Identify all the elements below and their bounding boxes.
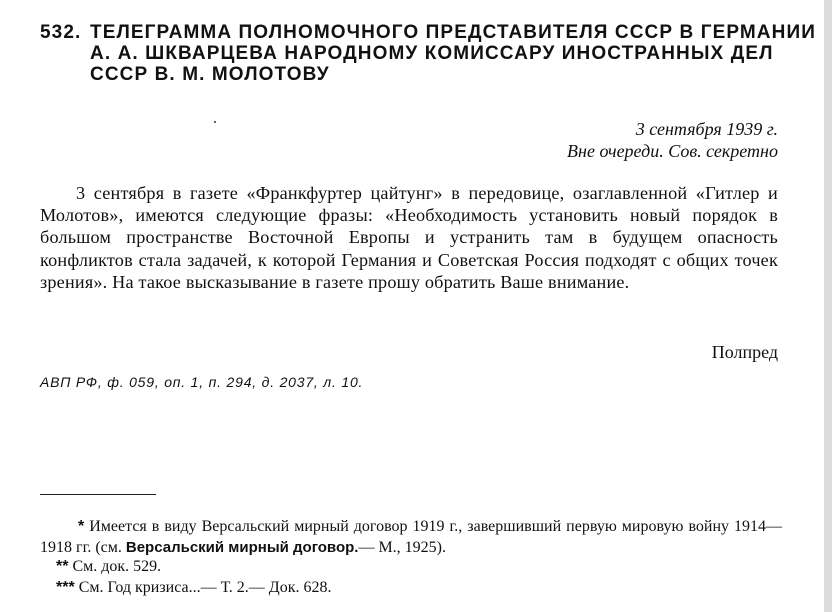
footnote-marker: * xyxy=(78,518,85,535)
document-date: 3 сентября 1939 г. xyxy=(635,119,778,139)
footnote-text-end: — М., 1925). xyxy=(358,539,447,556)
document-title: ТЕЛЕГРАММА ПОЛНОМОЧНОГО ПРЕДСТАВИТЕЛЯ СССР В ГЕРМАНИИ А. А. ШКВАРЦЕВА НАРОДНОМУ КОМИССАРУ ИНОСТРАННЫХ ДЕЛ СССР В. М. МОЛОТОВУ xyxy=(90,22,816,85)
footnote-3 xyxy=(56,577,331,598)
signature: Полпред xyxy=(711,342,778,362)
footnote-bold-title: Версальский мирный договор. xyxy=(125,539,359,556)
stray-dot xyxy=(214,121,216,123)
footnote-text: См. док. 529. xyxy=(72,558,162,575)
archive-reference: АВП РФ, ф. 059, оп. 1, п. 294, д. 2037, л. 10. xyxy=(40,374,364,390)
footnote-text: См. Год кризиса...— Т. 2.— Док. 628. xyxy=(78,579,332,596)
footnote-marker: ** xyxy=(56,558,69,575)
footnote-divider xyxy=(40,494,156,495)
footnote-marker: *** xyxy=(56,579,75,596)
footnote-1 xyxy=(40,516,782,558)
document-meta xyxy=(567,118,778,162)
page-edge xyxy=(824,0,832,612)
telegram-body: 3 сентября в газете «Франкфуртер цайтунг» в передовице, озаглавленной «Гитлер и Молотов», имеются следующие фразы: «Необходимость установить новый порядок в большом пространстве Восточной Европы и устранить там в будущем опасность конфликтов стала задачей, к которой Германия и Советская Россия подходят с общих точек зрения». На такое высказывание в газете прошу обратить Ваше внимание. xyxy=(40,183,778,292)
document-number: 532. xyxy=(40,22,82,43)
document-classification: Вне очереди. Сов. секретно xyxy=(567,141,778,161)
footnote-text: Имеется в виду Версальский мирный договор 1919 г., завершивший первую мировую войну 1914—1918 гг. (см. xyxy=(40,518,783,556)
footnote-2 xyxy=(56,556,161,577)
